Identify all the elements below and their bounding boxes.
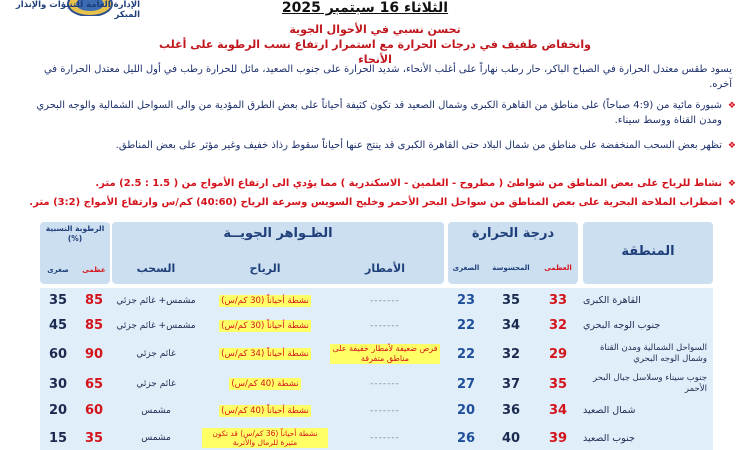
- wind-value: نشطة أحياناً (30 كم/س): [221, 295, 309, 306]
- cloud-cell: غائم جزئي: [136, 379, 176, 389]
- min-temp-cell: 23: [456, 293, 476, 308]
- humidity-min-cell: 35: [48, 293, 68, 308]
- max-temp-cell: 32: [548, 318, 568, 333]
- cloud-cell: مشمس: [141, 405, 171, 416]
- wind-cell: [202, 370, 328, 398]
- humidity-max-cell: 85: [84, 318, 104, 333]
- max-temp-cell: 29: [548, 346, 568, 362]
- rain-value: فرص ضعيفة لأمطار خفيفة على مناطق متفرقة: [330, 344, 440, 364]
- wind-activity-note: نشاط للرياح على بعض المناطق من شواطئ ( مطروح - العلمين - الاسكندرية ) مما يؤدي الى ارتفاع الأمواج من ( 1.5 : 2.5) متر.: [95, 178, 722, 189]
- region-cell: جنوب سيناء وسلاسل جبال البحر الأحمر: [593, 373, 707, 394]
- wind-cell: [202, 338, 328, 370]
- humidity-min-cell: 15: [48, 430, 68, 446]
- felt-temp-cell: 40: [501, 430, 521, 446]
- bullet-icon: ❖: [727, 101, 736, 111]
- wind-cell: [202, 398, 328, 423]
- humidity-min-cell: 30: [48, 376, 68, 392]
- felt-temp-cell: 36: [501, 403, 521, 418]
- bullet-icon: ❖: [727, 198, 736, 208]
- cloud-cell: مشمس+ غائم جزئي: [116, 320, 196, 331]
- min-temp-cell: 22: [456, 346, 476, 362]
- rain-cell: -------: [370, 433, 400, 443]
- temp-header: درجة الحرارة: [471, 226, 555, 241]
- low-clouds-note: تظهر بعض السحب المنخفضة على مناطق من شمال البلاد حتى القاهرة الكبرى قد ينتج عنها أحياناً سقوط رذاذ خفيف وغير مؤثر على بعض المناطق.: [115, 140, 722, 151]
- weather-header: الظـواهر الجويــة: [223, 226, 333, 241]
- max-temp-cell: 34: [548, 403, 568, 418]
- wind-header: الرياح: [249, 262, 281, 275]
- cloud-cell: غائم جزئي: [136, 349, 176, 359]
- summary-paragraph: يسود طقس معتدل الحرارة في الصباح الباكر، حار رطب نهاراً على أغلب الأنحاء، شديد الحرارة على جنوب الصعيد، مائل للحرارة رطب في أول الليل معتدل الحرارة في آخره.: [43, 64, 732, 90]
- bullet-icon: ❖: [727, 179, 736, 189]
- region-cell: جنوب الوجه البحري: [583, 320, 661, 331]
- felt-temp-cell: 37: [501, 376, 521, 392]
- region-header: المنطقة: [621, 244, 675, 259]
- cloud-header: السحب: [136, 262, 176, 275]
- max-temp-header: العظمى: [544, 264, 572, 272]
- bulletin-date: الثلاثاء 16 سبتمبر 2025: [281, 0, 449, 16]
- rain-cell: -------: [370, 320, 400, 331]
- region-cell: شمال الصعيد: [583, 405, 636, 416]
- rain-cell: -------: [370, 379, 400, 389]
- humidity-max-cell: 65: [84, 376, 104, 392]
- wind-value: نشطة أحياناً (36 كم/س) قد تكون مثيرة للرمال والأتربة: [202, 428, 328, 448]
- region-cell: السواحل الشمالية ومدن القناة وشمال الوجه البحري: [599, 343, 707, 364]
- humidity-min-cell: 60: [48, 346, 68, 362]
- rain-cell: -------: [370, 405, 400, 416]
- min-temp-header: الصغرى: [452, 264, 480, 272]
- humidity-min-cell: 45: [48, 318, 68, 333]
- wind-cell: [202, 423, 328, 450]
- max-temp-cell: 35: [548, 376, 568, 392]
- max-temp-cell: 39: [548, 430, 568, 446]
- humidity-header: الرطوبة النسبية (%): [45, 224, 105, 243]
- min-temp-cell: 27: [456, 376, 476, 392]
- humidity-max-cell: 60: [84, 403, 104, 418]
- humidity-min-cell: 20: [48, 403, 68, 418]
- humidity-max-cell: 85: [84, 293, 104, 308]
- cloud-cell: مشمس: [141, 433, 171, 443]
- felt-temp-cell: 32: [501, 346, 521, 362]
- headline-line-2: وانخفاض طفيف في درجات الحرارة مع استمرار ارتفاع نسب الرطوبة على أغلب الأنحاء: [158, 38, 592, 66]
- humidity-max-cell: 35: [84, 430, 104, 446]
- agency-name: الإدارة العامة للتنبؤات والإنذار المبكر: [15, 0, 140, 20]
- wind-cell: [202, 313, 328, 338]
- felt-temp-header: المحسوسة: [492, 264, 530, 272]
- min-temp-cell: 22: [456, 318, 476, 333]
- headline-line-1: تحسن نسبي في الأحوال الجوية: [289, 23, 461, 36]
- min-temp-cell: 20: [456, 403, 476, 418]
- humidity-max-cell: 90: [84, 346, 104, 362]
- humidity-min-header: صغرى: [47, 266, 69, 274]
- min-temp-cell: 26: [456, 430, 476, 446]
- bullet-icon: ❖: [727, 141, 736, 151]
- rain-header: الأمطار: [365, 262, 405, 275]
- rain-cell: -------: [370, 295, 400, 306]
- wind-value: نشطة أحياناً (34 كم/س): [221, 349, 309, 359]
- rain-cell: [330, 338, 440, 370]
- marine-warning: اضطراب الملاحة البحرية على بعض المناطق من سواحل البحر الأحمر وخليج السويس وسرعة الرياح (40:60) كم/س وارتفاع الأمواج (3:2) متر.: [29, 197, 722, 208]
- fog-warning: شبورة مائية من (4:9 صباحاً) على مناطق من القاهرة الكبرى وشمال الصعيد قد تكون كثيفة أحياناً على بعض الطرق المؤدية من والى السواحل الشمالية والوجه البحري ومدن القناة ووسط سيناء.: [36, 100, 722, 126]
- cloud-cell: مشمس+ غائم جزئي: [116, 295, 196, 306]
- felt-temp-cell: 35: [501, 293, 521, 308]
- max-temp-cell: 33: [548, 293, 568, 308]
- humidity-max-header: عظمى: [82, 266, 106, 274]
- wind-cell: [202, 288, 328, 313]
- region-cell: جنوب الصعيد: [583, 432, 635, 444]
- wind-value: نشطة أحياناً (40 كم/س): [221, 405, 309, 416]
- wind-value: نشطة أحياناً (30 كم/س): [221, 320, 309, 331]
- region-cell: القاهرة الكبرى: [583, 295, 641, 306]
- wind-value: نشطة (40 كم/س): [231, 379, 299, 389]
- felt-temp-cell: 34: [501, 318, 521, 333]
